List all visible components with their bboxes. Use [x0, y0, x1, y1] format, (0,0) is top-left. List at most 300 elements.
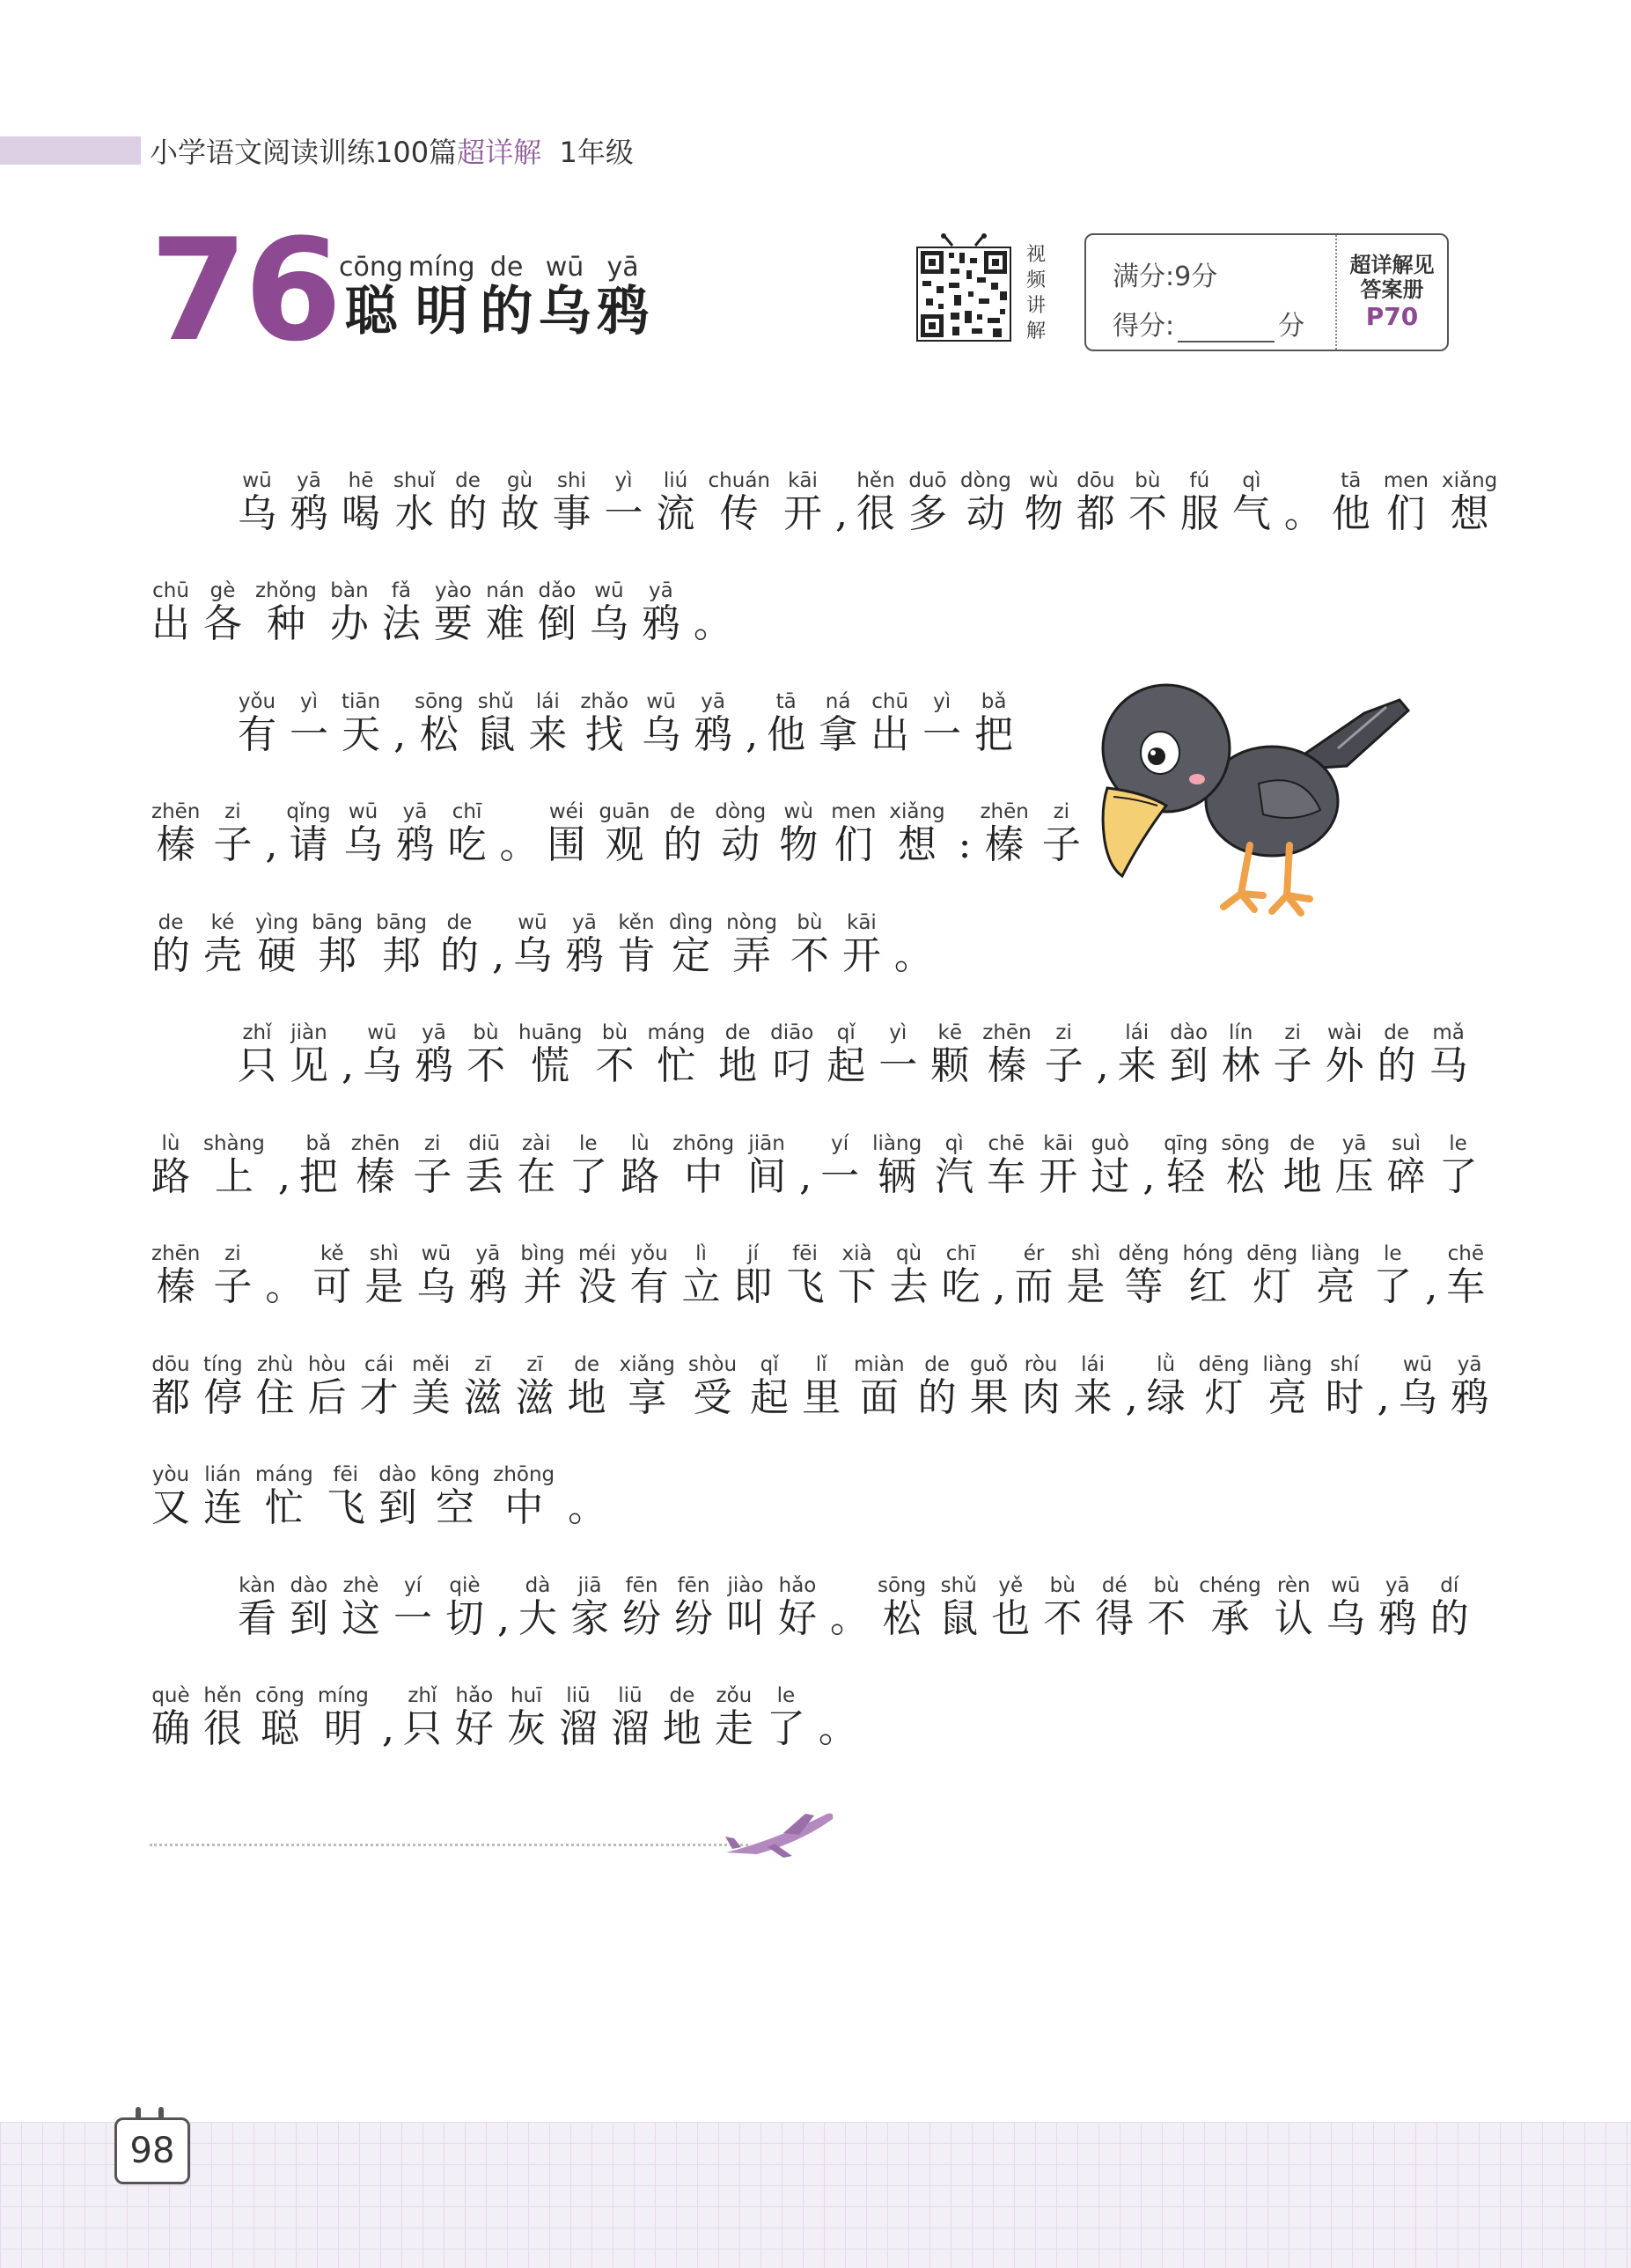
- pinyin: yìng: [255, 911, 299, 934]
- pinyin: fǎ: [381, 579, 421, 602]
- hanzi: 乌: [238, 491, 276, 536]
- hanzi-with-pinyin: [1147, 1574, 1187, 1641]
- qr-code-icon[interactable]: [915, 233, 1012, 343]
- hanzi-with-pinyin: [203, 911, 242, 978]
- hanzi-with-pinyin: [1325, 1021, 1364, 1088]
- hanzi-with-pinyin: [569, 1132, 608, 1199]
- pinyin: gè: [203, 579, 242, 602]
- hanzi: 的: [439, 933, 479, 978]
- hanzi: 溜: [610, 1706, 650, 1751]
- pinyin: huāng: [518, 1021, 583, 1044]
- hanzi: 地: [718, 1043, 758, 1088]
- pinyin: bù: [467, 1021, 505, 1044]
- hanzi-with-pinyin: [203, 579, 242, 646]
- hanzi: 服: [1179, 491, 1219, 536]
- hanzi-with-pinyin: [255, 1463, 313, 1530]
- hanzi-with-pinyin: [238, 690, 276, 757]
- hanzi-with-pinyin: [1450, 1353, 1489, 1420]
- hanzi: 都: [151, 1375, 190, 1420]
- hanzi: 榛: [982, 1043, 1032, 1088]
- hanzi-with-pinyin: [1373, 1242, 1413, 1309]
- text-line: [151, 1686, 866, 1753]
- pinyin: yí: [393, 1574, 432, 1597]
- hanzi-with-pinyin: [1066, 1242, 1106, 1309]
- pinyin: yā: [1450, 1353, 1489, 1376]
- pinyin: kōng: [430, 1463, 481, 1486]
- hanzi: 不: [790, 933, 829, 978]
- pinyin: qù: [889, 1242, 929, 1265]
- hanzi: 得: [1095, 1596, 1135, 1641]
- pinyin: kàn: [238, 1574, 276, 1597]
- hanzi: 叼: [770, 1043, 814, 1088]
- pinyin: diū: [465, 1132, 504, 1155]
- hanzi: 难: [485, 601, 525, 646]
- hanzi-with-pinyin: [1331, 469, 1370, 536]
- pinyin: zhǐ: [402, 1684, 442, 1707]
- hanzi: 颗: [930, 1043, 970, 1088]
- hanzi-with-pinyin: [515, 1353, 555, 1420]
- pinyin: lín: [1221, 1021, 1260, 1044]
- pinyin: lián: [203, 1463, 242, 1486]
- hanzi-with-pinyin: [413, 1132, 452, 1199]
- hanzi-with-pinyin: [1231, 469, 1271, 536]
- pinyin: chī: [447, 800, 487, 823]
- hanzi-with-pinyin: [381, 579, 421, 646]
- pinyin: què: [151, 1684, 190, 1707]
- hanzi-with-pinyin: [342, 469, 380, 536]
- hanzi: 了: [766, 1706, 805, 1751]
- hanzi-with-pinyin: [238, 1574, 276, 1641]
- hanzi: 亮: [1311, 1264, 1361, 1309]
- hanzi-with-pinyin: [733, 1242, 773, 1309]
- pinyin: lái: [1073, 1353, 1113, 1376]
- hanzi-with-pinyin: [1446, 1242, 1486, 1309]
- airplane-icon: [722, 1807, 836, 1859]
- pinyin: de: [718, 1021, 758, 1044]
- pinyin: yǒu: [238, 690, 276, 713]
- pinyin: dēng: [1198, 1353, 1250, 1376]
- pinyin: bàn: [329, 579, 369, 602]
- hanzi-with-pinyin: [681, 1242, 721, 1309]
- hanzi: 乌: [343, 822, 383, 867]
- hanzi: ,: [497, 1596, 510, 1641]
- hanzi: 来: [528, 712, 568, 757]
- pinyin: guò: [1091, 1132, 1130, 1155]
- hanzi: 压: [1334, 1154, 1374, 1199]
- hanzi: 把: [298, 1154, 338, 1199]
- hanzi-with-pinyin: [1438, 1132, 1478, 1199]
- pinyin: yì: [922, 690, 962, 713]
- hanzi-with-pinyin: [1262, 1353, 1312, 1420]
- hanzi: 。: [830, 1596, 869, 1641]
- pinyin: kāi: [783, 469, 822, 492]
- hanzi: 子: [413, 1154, 452, 1199]
- qr-label-char: 频: [1025, 269, 1046, 291]
- punctuation: [799, 1154, 812, 1199]
- hanzi: 见: [290, 1043, 328, 1088]
- hanzi: 。: [1283, 491, 1323, 536]
- hanzi-with-pinyin: [1169, 1021, 1209, 1088]
- hanzi-with-pinyin: [517, 1132, 556, 1199]
- hanzi: 忙: [255, 1485, 313, 1530]
- pinyin: zi: [413, 1132, 452, 1155]
- punctuation: [278, 1154, 290, 1199]
- hanzi-with-pinyin: [672, 1132, 735, 1199]
- text-line: [151, 913, 942, 980]
- hanzi: 开: [841, 933, 881, 978]
- hanzi: ,: [342, 1043, 354, 1088]
- pinyin: fēn: [674, 1574, 713, 1597]
- hanzi: 地: [567, 1375, 606, 1420]
- hanzi: 喝: [342, 491, 380, 536]
- pinyin: yì: [878, 1021, 918, 1044]
- pinyin: bù: [1128, 469, 1167, 492]
- hanzi: 灯: [1246, 1264, 1298, 1309]
- hanzi-with-pinyin: [286, 800, 331, 867]
- hanzi-with-pinyin: [1441, 469, 1498, 536]
- hanzi: 去: [889, 1264, 929, 1309]
- hanzi: 拿: [819, 712, 858, 757]
- pinyin: yā: [290, 469, 328, 492]
- pinyin: méi: [577, 1242, 617, 1265]
- hanzi: 肯: [616, 933, 656, 978]
- pinyin: men: [831, 800, 877, 823]
- pinyin: yā: [641, 579, 680, 602]
- pinyin: wū: [363, 1021, 401, 1044]
- pinyin: fēi: [326, 1463, 365, 1486]
- pinyin: tā: [1331, 469, 1370, 492]
- hanzi-with-pinyin: [878, 1574, 927, 1641]
- pinyin: zhǎo: [580, 690, 629, 713]
- hanzi: 。: [568, 1485, 607, 1530]
- hanzi-with-pinyin: [819, 690, 858, 757]
- pinyin: wū: [589, 579, 628, 602]
- hanzi: 邦: [376, 933, 427, 978]
- pinyin: dào: [378, 1463, 417, 1486]
- hanzi: 这: [342, 1596, 380, 1641]
- hanzi: 来: [1117, 1043, 1157, 1088]
- pinyin: chéng: [1199, 1574, 1261, 1597]
- hanzi: 立: [681, 1264, 721, 1309]
- hanzi: 一: [604, 491, 643, 536]
- pinyin: hóng: [1182, 1242, 1234, 1265]
- hanzi: 吃: [941, 1264, 981, 1309]
- hanzi: 把: [974, 712, 1014, 757]
- hanzi: 林: [1221, 1043, 1260, 1088]
- hanzi: 乌: [416, 1264, 456, 1309]
- pinyin: huī: [506, 1684, 546, 1707]
- hanzi-with-pinyin: [872, 1132, 922, 1199]
- hanzi-with-pinyin: [616, 911, 656, 978]
- hanzi: 聪: [255, 1706, 305, 1751]
- hanzi: 受: [687, 1375, 738, 1420]
- pinyin: shí: [1325, 1353, 1364, 1376]
- hanzi: 动: [715, 822, 767, 867]
- hanzi-with-pinyin: [595, 1021, 635, 1088]
- text-line: [151, 1465, 615, 1532]
- pinyin: chē: [1446, 1242, 1486, 1265]
- hanzi: 汽: [935, 1154, 974, 1199]
- pinyin: wū: [238, 469, 276, 492]
- hanzi-with-pinyin: [856, 469, 895, 536]
- hanzi-with-pinyin: [1198, 1353, 1250, 1420]
- pinyin: fēn: [622, 1574, 661, 1597]
- hanzi-with-pinyin: [213, 1242, 253, 1309]
- pinyin: miàn: [854, 1353, 905, 1376]
- hanzi-with-pinyin: [290, 1021, 328, 1088]
- page-number: 98: [114, 2117, 190, 2184]
- hanzi-with-pinyin: [783, 469, 822, 536]
- hanzi-with-pinyin: [656, 469, 695, 536]
- hanzi-with-pinyin: [922, 690, 962, 757]
- hanzi-with-pinyin: [820, 1132, 860, 1199]
- hanzi: 时: [1325, 1375, 1364, 1420]
- hanzi: 的: [1429, 1596, 1469, 1641]
- hanzi: 在: [517, 1154, 556, 1199]
- hanzi: 好: [454, 1706, 494, 1751]
- hanzi-with-pinyin: [151, 1684, 190, 1751]
- hanzi-with-pinyin: [255, 1684, 305, 1751]
- hanzi-with-pinyin: [1021, 1353, 1061, 1420]
- hanzi: 车: [987, 1154, 1026, 1199]
- pinyin: yě: [991, 1574, 1031, 1597]
- title-char: 乌wū: [538, 252, 591, 342]
- punctuation: [265, 1264, 304, 1309]
- hanzi-with-pinyin: [518, 1574, 557, 1641]
- pinyin: wū: [1326, 1574, 1365, 1597]
- pinyin: bù: [595, 1021, 635, 1044]
- pinyin: de: [151, 911, 190, 934]
- pinyin: zi: [1041, 800, 1081, 823]
- pinyin: de: [1377, 1021, 1416, 1044]
- pinyin: de: [439, 911, 479, 934]
- hanzi-with-pinyin: [878, 1021, 918, 1088]
- hanzi: 纷: [674, 1596, 713, 1641]
- pinyin: yā: [415, 1021, 453, 1044]
- text-line: [151, 1134, 1491, 1201]
- hanzi: 灯: [1198, 1375, 1250, 1420]
- score-suffix: 分: [1278, 311, 1305, 342]
- hanzi: ,: [491, 933, 504, 978]
- hanzi-with-pinyin: [238, 1021, 276, 1088]
- hanzi: 。: [265, 1264, 305, 1309]
- hanzi: 想: [1441, 491, 1498, 536]
- hanzi-with-pinyin: [714, 1684, 753, 1751]
- pinyin: dǎo: [537, 579, 577, 602]
- punctuation: [492, 933, 504, 978]
- pinyin: lái: [528, 690, 568, 713]
- pinyin: yā: [694, 690, 733, 713]
- hanzi: 请: [286, 822, 331, 867]
- hanzi: ,: [1142, 1154, 1156, 1199]
- header-color-band: [0, 136, 141, 165]
- pinyin: míng: [317, 1684, 369, 1707]
- pinyin: chē: [987, 1132, 1026, 1155]
- pinyin: fēi: [785, 1242, 825, 1265]
- hanzi: 他: [767, 712, 806, 757]
- hanzi-with-pinyin: [1076, 469, 1115, 536]
- pinyin: zhǐ: [238, 1021, 276, 1044]
- hanzi-with-pinyin: [454, 1684, 494, 1751]
- title-char: 聪cōng: [339, 252, 403, 342]
- hanzi-with-pinyin: [312, 911, 364, 978]
- hanzi-with-pinyin: [203, 1684, 242, 1751]
- hanzi-with-pinyin: [726, 1574, 765, 1641]
- hanzi: 切: [445, 1596, 484, 1641]
- pinyin: jiàn: [290, 1021, 328, 1044]
- score-blank[interactable]: [1178, 341, 1275, 342]
- pinyin: lù: [151, 1132, 190, 1155]
- hanzi: 都: [1076, 491, 1115, 536]
- hanzi-with-pinyin: [151, 1463, 190, 1530]
- pinyin: shì: [1066, 1242, 1106, 1265]
- hanzi-with-pinyin: [463, 1353, 503, 1420]
- pinyin: zhōng: [493, 1463, 555, 1486]
- pinyin: kě: [312, 1242, 352, 1265]
- hanzi: 找: [580, 712, 629, 757]
- hanzi: 不: [595, 1043, 635, 1088]
- pinyin: kěn: [616, 911, 656, 934]
- pinyin: zi: [1044, 1021, 1084, 1044]
- hanzi: 的: [917, 1375, 957, 1420]
- hanzi-with-pinyin: [537, 579, 577, 646]
- title-pinyin: míng: [408, 252, 475, 283]
- pinyin: yì: [604, 469, 643, 492]
- hanzi: 里: [802, 1375, 841, 1420]
- hanzi: 地: [662, 1706, 702, 1751]
- pinyin: dòng: [715, 800, 767, 823]
- hanzi: 认: [1274, 1596, 1313, 1641]
- hanzi-with-pinyin: [647, 1021, 706, 1088]
- text-line: [151, 1355, 1502, 1422]
- pinyin: guān: [599, 800, 650, 823]
- hanzi: 叫: [726, 1596, 765, 1641]
- hanzi-with-pinyin: [642, 690, 681, 757]
- qr-label-char: 视: [1025, 244, 1046, 266]
- qr-label-char: 讲: [1025, 295, 1046, 317]
- hanzi-with-pinyin: [520, 1242, 565, 1309]
- hanzi-with-pinyin: [1041, 800, 1081, 867]
- hanzi: ,: [993, 1264, 1006, 1309]
- punctuation: [382, 1706, 394, 1751]
- hanzi: 的: [151, 933, 190, 978]
- hanzi-with-pinyin: [1179, 469, 1219, 536]
- pinyin: yì: [290, 690, 328, 713]
- hanzi: 不: [1147, 1596, 1187, 1641]
- pinyin: lù: [621, 1132, 660, 1155]
- hanzi: 外: [1325, 1043, 1364, 1088]
- hanzi-with-pinyin: [1039, 1132, 1078, 1199]
- pinyin: zī: [515, 1353, 555, 1376]
- hanzi-with-pinyin: [802, 1353, 841, 1420]
- hanzi: 间: [747, 1154, 787, 1199]
- hanzi-with-pinyin: [552, 469, 591, 536]
- hanzi: 大: [518, 1596, 557, 1641]
- lesson-title: [339, 252, 655, 345]
- hanzi-with-pinyin: [1273, 1021, 1312, 1088]
- pinyin: shì: [364, 1242, 404, 1265]
- pinyin: máng: [255, 1463, 313, 1486]
- pinyin: dí: [1429, 1574, 1469, 1597]
- hanzi: 只: [402, 1706, 442, 1751]
- hanzi-with-pinyin: [987, 1132, 1026, 1199]
- hanzi-with-pinyin: [307, 1353, 347, 1420]
- hanzi: 也: [991, 1596, 1031, 1641]
- pinyin: liū: [558, 1684, 598, 1707]
- hanzi-with-pinyin: [1398, 1353, 1437, 1420]
- hanzi-with-pinyin: [467, 1021, 505, 1088]
- hanzi-with-pinyin: [715, 800, 767, 867]
- pinyin: nòng: [726, 911, 777, 934]
- hanzi: 地: [1282, 1154, 1322, 1199]
- punctuation: [994, 1264, 1006, 1309]
- hanzi-with-pinyin: [1044, 1021, 1084, 1088]
- hanzi-with-pinyin: [785, 1242, 825, 1309]
- pinyin: wù: [779, 800, 819, 823]
- pinyin: zhè: [342, 1574, 380, 1597]
- hanzi: 松: [415, 712, 464, 757]
- hanzi: 倒: [537, 601, 577, 646]
- hanzi: 有: [629, 1264, 669, 1309]
- hanzi-with-pinyin: [974, 690, 1014, 757]
- pinyin: qì: [935, 1132, 974, 1155]
- hanzi-with-pinyin: [298, 1132, 338, 1199]
- pinyin: qīng: [1164, 1132, 1209, 1155]
- text-line: [238, 471, 1510, 538]
- pinyin: le: [1373, 1242, 1413, 1265]
- title-char: 鸦yā: [596, 252, 650, 342]
- pinyin: de: [567, 1353, 606, 1376]
- pinyin: shòu: [687, 1353, 738, 1376]
- pinyin: dōu: [1076, 469, 1115, 492]
- hanzi-with-pinyin: [1377, 1021, 1416, 1088]
- pinyin: suì: [1386, 1132, 1426, 1155]
- pinyin: zhēn: [982, 1021, 1032, 1044]
- pinyin: shǔ: [476, 690, 516, 713]
- pinyin: zi: [213, 800, 253, 823]
- pinyin: dōu: [151, 1353, 190, 1376]
- hanzi: 很: [203, 1706, 242, 1751]
- pinyin: bù: [1043, 1574, 1083, 1597]
- hanzi: 飞: [785, 1264, 825, 1309]
- pinyin: bāng: [312, 911, 364, 934]
- hanzi-with-pinyin: [476, 690, 516, 757]
- hanzi-with-pinyin: [577, 1242, 617, 1309]
- hanzi: 鸦: [641, 601, 680, 646]
- hanzi: 要: [433, 601, 473, 646]
- pinyin: diāo: [770, 1021, 814, 1044]
- hanzi: 事: [552, 491, 591, 536]
- hanzi: 榛: [151, 1264, 201, 1309]
- punctuation: [1142, 1154, 1155, 1199]
- hanzi-with-pinyin: [238, 469, 276, 536]
- hanzi: 壳: [203, 933, 242, 978]
- pinyin: tā: [767, 690, 806, 713]
- hanzi: 美: [411, 1375, 451, 1420]
- answer-ref-line2: 答案册: [1360, 277, 1424, 302]
- pinyin: sōng: [415, 690, 464, 713]
- pinyin: ér: [1014, 1242, 1054, 1265]
- hanzi-with-pinyin: [290, 690, 328, 757]
- hanzi: 红: [1182, 1264, 1234, 1309]
- hanzi: 只: [238, 1043, 276, 1088]
- pinyin: sōng: [878, 1574, 927, 1597]
- hanzi-with-pinyin: [1182, 1242, 1234, 1309]
- pinyin: zhēn: [151, 800, 201, 823]
- full-score: 满分:9分: [1113, 261, 1218, 292]
- hanzi: 。: [818, 1706, 857, 1751]
- hanzi: 路: [621, 1154, 660, 1199]
